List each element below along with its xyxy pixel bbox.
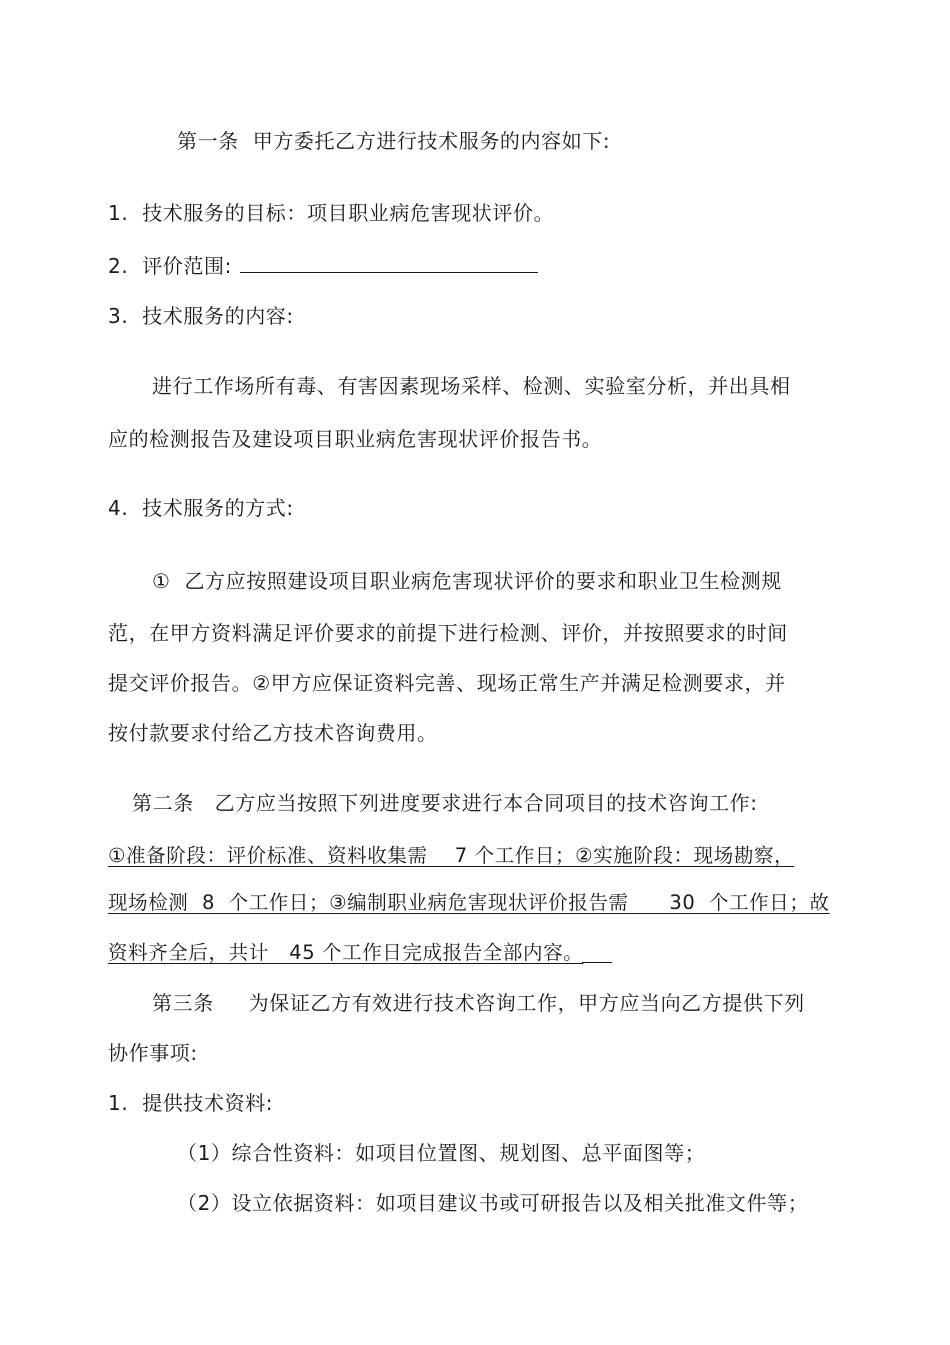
article3-item1: 1. 提供技术资料: [108,1091,274,1115]
method-line-1: ① 乙方应按照建设项目职业病危害现状评价的要求和职业卫生检测规 [152,569,782,593]
evaluation-scope-blank [240,256,538,273]
article1-item2 [108,253,538,279]
schedule-line-2: 现场检测 8 个工作日；③编制职业病危害现状评价报告需 30 个工作日；故 [108,891,830,914]
article3-heading-line-2: 协作事项: [108,1041,198,1065]
article1-item4: 4. 技术服务的方式: [108,496,294,520]
item2-label: 2. 评价范围: [108,254,232,278]
method-line-2: 范，在甲方资料满足评价要求的前提下进行检测、评价，并按照要求的时间 [108,621,788,645]
schedule-underline-tail [582,962,612,963]
content-line-1: 进行工作场所有毒、有害因素现场采样、检测、实验室分析，并出具相 [152,374,791,398]
method-line-4: 按付款要求付给乙方技术咨询费用。 [108,721,438,745]
article3-sub2: （2）设立依据资料：如项目建议书或可研报告以及相关批准文件等； [177,1191,809,1215]
schedule-line-3: 资料齐全后，共计 45 个工作日完成报告全部内容。 [108,941,584,964]
article2-heading: 第二条 乙方应当按照下列进度要求进行本合同项目的技术咨询工作: [132,791,758,815]
article1-heading: 第一条 甲方委托乙方进行技术服务的内容如下: [177,129,611,153]
method-line-3: 提交评价报告。②甲方应保证资料完善、现场正常生产并满足检测要求，并 [108,671,786,695]
article1-item1: 1. 技术服务的目标：项目职业病危害现状评价。 [108,201,555,225]
article3-heading-line-1: 第三条 为保证乙方有效进行技术咨询工作，甲方应当向乙方提供下列 [152,991,805,1015]
content-line-2: 应的检测报告及建设项目职业病危害现状评价报告书。 [108,427,603,451]
article3-sub1: （1）综合性资料：如项目位置图、规划图、总平面图等； [177,1141,706,1165]
article1-item3: 3. 技术服务的内容: [108,304,294,328]
schedule-line-1: ①准备阶段：评价标准、资料收集需 7 个工作日；②实施阶段：现场勘察， [108,844,795,867]
